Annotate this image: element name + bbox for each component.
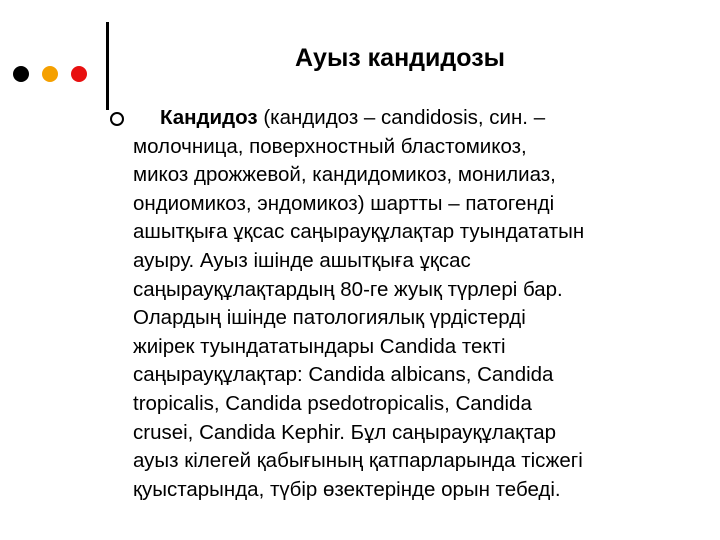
text-line: саңырауқұлақтар: Candida albicans, Candida (133, 363, 554, 387)
text-line (133, 104, 681, 133)
text-line: ауыру. Ауыз ішінде ашытқыға ұқсас (133, 248, 471, 272)
text-line: crusei, Candida Kephir. Бұл саңырауқұлақтар (133, 420, 557, 444)
bullet-circle-icon (110, 112, 124, 126)
text-line: молочница, поверхностный бластомикоз, (133, 134, 527, 158)
black-dot (13, 66, 29, 82)
text-line: ондиомикоз, эндомикоз) шартты – патогенді (133, 191, 555, 215)
vertical-divider (106, 22, 109, 110)
bullet-paragraph (133, 104, 681, 504)
text-line-content: (кандидоз – candidosis, син. – (257, 106, 546, 129)
slide-title: Ауыз кандидозы (294, 44, 506, 72)
text-line: tropicalis, Candida psedotropicalis, Candida (133, 391, 532, 415)
red-dot (71, 66, 87, 82)
text-line: жиірек туындататындары Candida текті (133, 334, 506, 358)
text-line: қуыстарында, түбір өзектерінде орын тебеді. (133, 477, 561, 501)
orange-dot (42, 66, 58, 82)
text-line: Олардың ішінде патологиялық үрдістерді (133, 306, 526, 330)
text-line: микоз дрожжевой, кандидомикоз, монилиаз, (133, 163, 556, 187)
text-line: ашытқыға ұқсас саңырауқұлақтар туындататын (133, 220, 585, 244)
lead-word: Кандидоз (160, 106, 258, 129)
text-line: саңырауқұлақтардың 80-ге жуық түрлері бар. (133, 277, 563, 301)
text-line: ауыз кілегей қабығының қатпарларында тісжегі (133, 449, 583, 473)
